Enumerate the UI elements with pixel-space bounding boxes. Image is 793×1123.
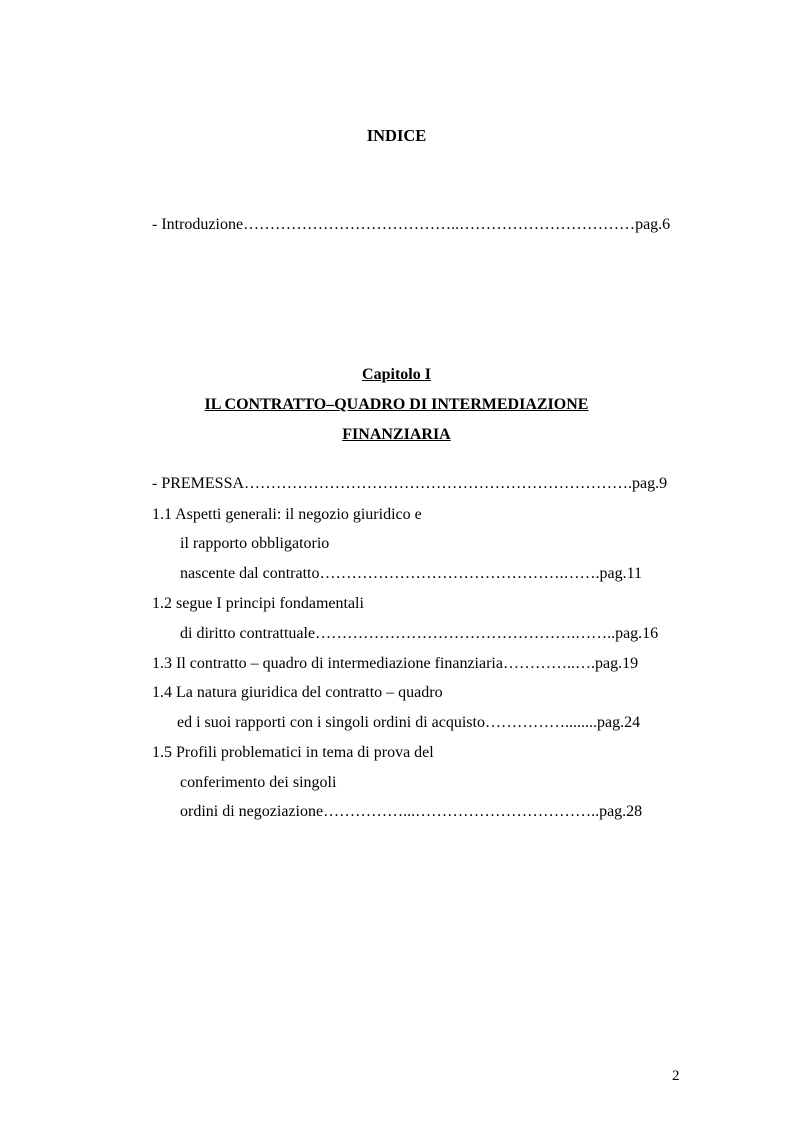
toc-entry-1-2-line1: 1.2 segue I principi fondamentali xyxy=(152,595,364,612)
index-title: INDICE xyxy=(366,126,427,145)
toc-entry-1-4-line1: 1.4 La natura giuridica del contratto – quadro xyxy=(152,684,443,701)
page-number: 2 xyxy=(672,1068,680,1084)
toc-entry-1-3: 1.3 Il contratto – quadro di intermediazione finanziaria…………..….pag.19 xyxy=(152,655,639,672)
chapter-label: Capitolo I xyxy=(362,366,431,383)
toc-entry-1-4-line2: ed i suoi rapporti con i singoli ordini di acquisto……………........pag.24 xyxy=(177,714,641,731)
toc-entry-1-1-line1: 1.1 Aspetti generali: il negozio giuridico e xyxy=(152,506,422,523)
toc-entry-1-5-line1: 1.5 Profili problematici in tema di prova del xyxy=(152,744,434,761)
toc-entry-1-5-line3: ordini di negoziazione……………...……………………………..pag.28 xyxy=(180,803,643,820)
toc-entry-1-1-line3: nascente dal contratto……………………………………….…….pag.11 xyxy=(180,565,642,582)
toc-entry-premessa: - PREMESSA……………………………………………………………….pag.9 xyxy=(152,475,668,492)
toc-entry-1-2-line2: di diritto contrattuale………………………………………….……..pag.16 xyxy=(180,625,659,642)
toc-entry-1-5-line2: conferimento dei singoli xyxy=(180,774,337,791)
toc-entry-introduzione: - Introduzione…………………………………..……………………………pag.6 xyxy=(152,216,671,233)
chapter-title-line2: FINANZIARIA xyxy=(342,426,451,443)
chapter-title-line1: IL CONTRATTO–QUADRO DI INTERMEDIAZIONE xyxy=(204,396,589,413)
toc-entry-1-1-line2: il rapporto obbligatorio xyxy=(180,535,330,552)
